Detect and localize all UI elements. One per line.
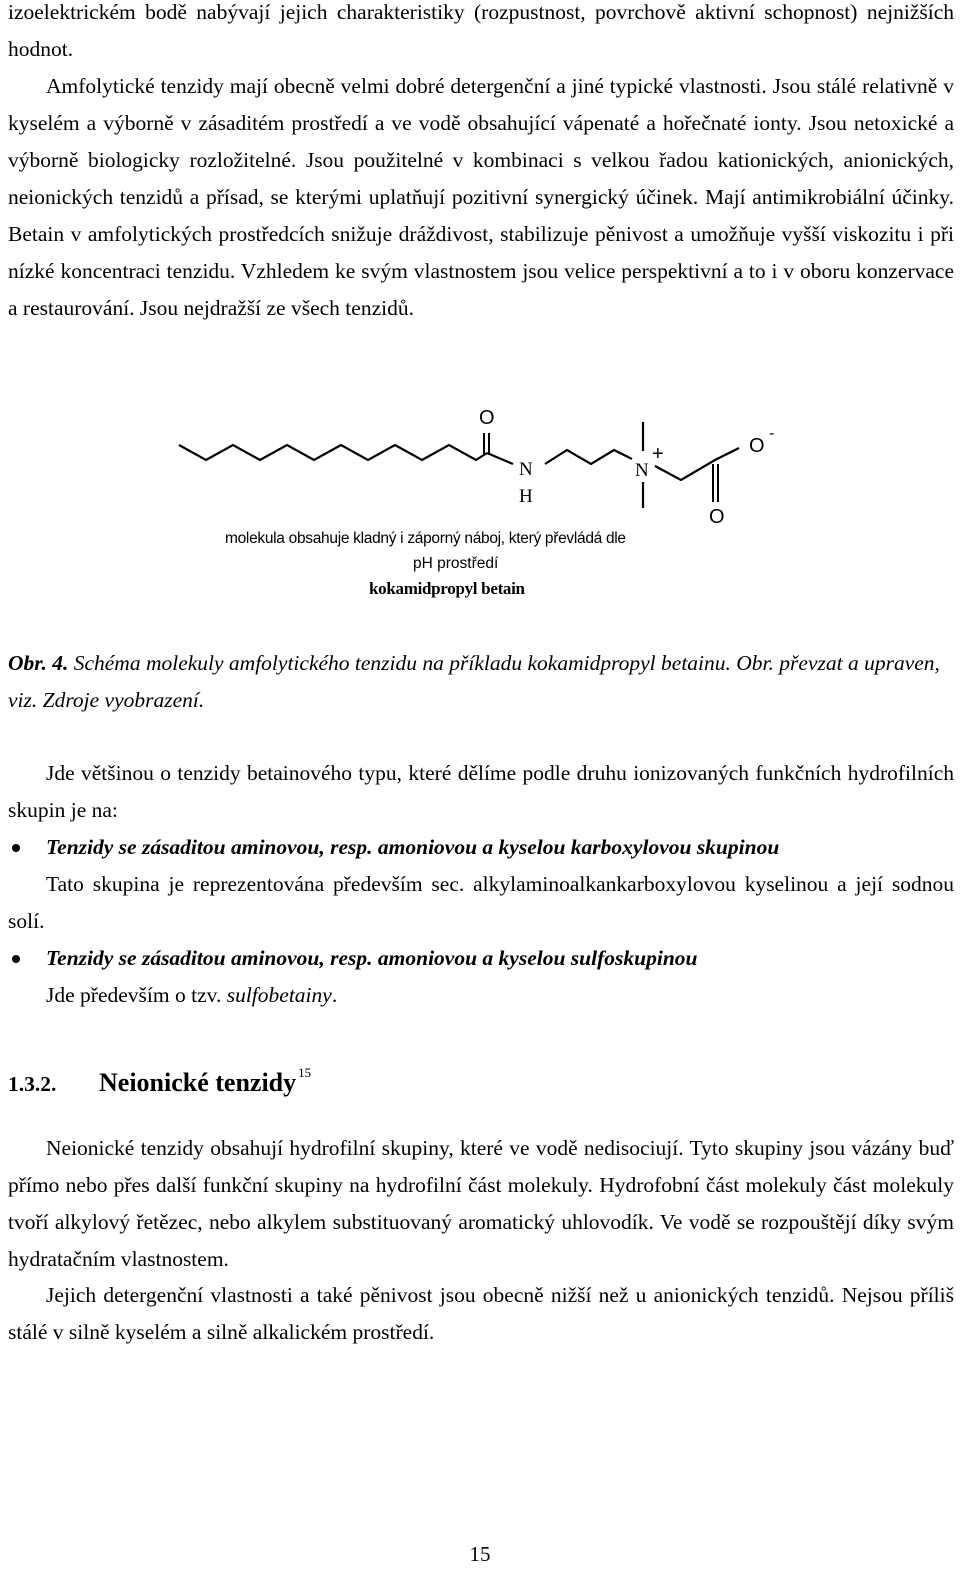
bullet-title: Tenzidy se zásaditou aminovou, resp. amoniovou a kyselou karboxylovou skupinou <box>46 835 780 859</box>
section-title: Neionické tenzidy <box>99 1068 297 1097</box>
figure-note-line1: molekula obsahuje kladný i záporný náboj, který převládá dle <box>225 530 626 547</box>
paragraph-nonionic-properties: Jejich detergenční vlastnosti a také pěnivost jsou obecně nižší než u anionických tenzidů. Nejsou příliš stálé v silně kyselém a silně alkalickém prostředí. <box>8 1283 954 1344</box>
atom-n-amide: N <box>519 459 533 480</box>
figure-caption <box>8 645 954 719</box>
carboxylate-bond <box>715 448 739 460</box>
molecule-diagram <box>173 398 773 608</box>
bullet-text <box>8 866 954 940</box>
bullet-body-end: . <box>331 983 338 1007</box>
alkyl-chain-bond <box>179 445 487 460</box>
charge-minus: - <box>769 425 775 442</box>
paragraph-isoelectric: izoelektrickém bodě nabývají jejich charakteristiky (rozpustnost, povrchově aktivní schopnost) nejnižších hodnot. <box>8 0 954 61</box>
caption-text: Schéma molekuly amfolytického tenzidu na příkladu kokamidpropyl betainu. Obr. převzat a upraven, viz. Zdroje vyobrazení. <box>8 651 940 712</box>
bullet-dot-icon <box>12 955 20 963</box>
bullet-body-plain: Jde především o tzv. <box>46 983 227 1007</box>
paragraph-betain-types: Jde většinou o tenzidy betainového typu, které dělíme podle druhu ionizovaných funkčních hydrofilních skupin je na: <box>8 761 954 822</box>
section-title-wrap <box>99 1065 312 1098</box>
bullet-title: Tenzidy se zásaditou aminovou, resp. amoniovou a kyselou sulfoskupinou <box>46 946 698 970</box>
atom-o-carboxyl: O <box>709 506 725 528</box>
paragraph-amphoteric-properties: Amfolytické tenzidy mají obecně velmi dobré detergenční a jiné typické vlastnosti. Jsou stálé relativně v kyselém a výborně v zásaditém prostředí a ve vodě obsahující vápenaté a hořečnaté ionty. Jsou netoxické a výborně biologicky rozložitelné. Jsou použitelné v kombinaci s velkou řadou kationických, anionických, neionických tenzidů a přísad, se kterými uplatňují pozitivní synergický účinek. Mají antimikrobiální účinky. Betain v amfolytických prostředcích snižuje dráždivost, stabilizuje pěnivost a umožňuje vyšší viskozitu i při nízké koncentraci tenzidu. Vzhledem ke svým vlastnostem jsou velice perspektivní a to i v oboru konzervace a restaurování. Jsou nejdražší ze všech tenzidů. <box>8 74 954 320</box>
atom-n-quaternary: N <box>635 460 649 481</box>
charge-plus: + <box>652 443 664 465</box>
section-heading <box>8 1066 954 1106</box>
bullet-body-term: sulfobetainy <box>226 983 332 1007</box>
atom-h: H <box>519 486 533 507</box>
carboxylate-chain-bond <box>655 460 715 480</box>
list-item <box>8 829 954 940</box>
list-item <box>8 940 954 1014</box>
bullet-body: Tato skupina je reprezentována především sec. alkylaminoalkankarboxylovou kyselinou a její sodnou solí. <box>8 872 954 933</box>
molecule-name: kokamidpropyl betain <box>369 579 525 598</box>
bullet-list <box>8 829 954 1014</box>
atom-o-carbonyl: O <box>479 407 495 429</box>
bullet-dot-icon <box>12 844 20 852</box>
propyl-chain-bond <box>545 450 632 464</box>
paragraph-nonionic-definition: Neionické tenzidy obsahují hydrofilní skupiny, které ve vodě nedisociují. Tyto skupiny jsou vázány buď přímo nebo přes další funkční skupiny na hydrofilní část molekuly. Hydrofobní část molekuly část molekuly tvoří alkylový řetězec, nebo alkylem substituovaný aromatický uhlovodík. Ve vodě se rozpouštějí díky svým hydratačním vlastnostem. <box>8 1136 954 1271</box>
figure-cocamidopropyl-betaine <box>173 398 773 608</box>
caption-label: Obr. 4. <box>8 651 69 675</box>
figure-note-line2: pH prostředí <box>413 555 499 572</box>
page-number: 15 <box>469 1542 491 1566</box>
atom-o-minus: O <box>749 435 765 457</box>
section-number: 1.3.2. <box>8 1072 57 1096</box>
amide-bond <box>487 453 513 464</box>
bullet-body <box>8 977 954 1014</box>
section-reference: 15 <box>298 1065 312 1081</box>
bullet-text <box>8 977 954 1014</box>
